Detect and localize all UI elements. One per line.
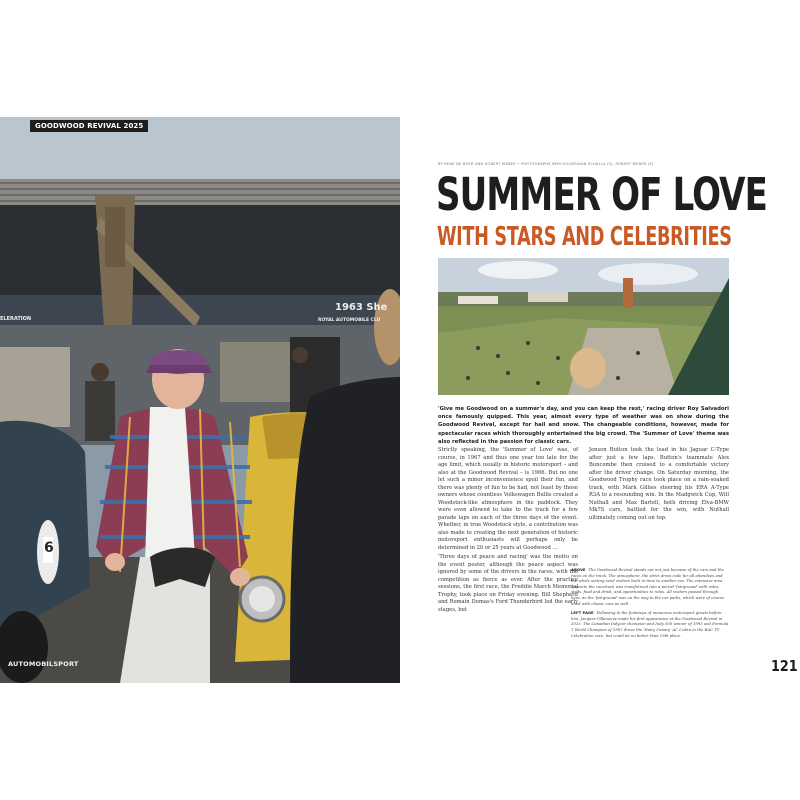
caption-text: The Goodwood Revival stands out not just because of the cars and the races on the track. The atmosphere, the strict dress code for all attendees and the whole setting send visitors back in time to another era. The extensive area opposite the racetrack was transformed into a period 'fairground' with rides, stalls, food and drink, and opportunities to relax. All visitors passed through here, as the 'fairground' was on the way to the car parks, which were of course lined with classic cars as well. bbox=[571, 567, 725, 606]
photo-captions bbox=[571, 567, 729, 642]
byline: BY RENÉ DE BOER AND ROBERT WEBER • PHOTOGRAPHS IMMI GOUDRIAAN SCHALLA (S), ROBERT WEBER (E) bbox=[438, 162, 654, 166]
body-paragraph: 'Three days of peace and racing' was the motto on the event poster, although the peace aspect was ignored by some of the drivers in the races, with the competition as fierce as ever. After the practice sessions, the first race, the Freddie March Memorial Trophy, took place on Friday evening. Bill Shepherd and Romain Dumas's Ford Thunderbird led the early stages, but bbox=[438, 554, 578, 613]
caption-text: Following in the footsteps of numerous motorsport greats before him, Jacques Villeneuve made his first appearance at the Goodwood Revival in 2025. The Canadian Indycar champion and Indy 500 winner of 1995 and Formula 1 World Champion of 1997 drove the 'Hairy Canary' AC Cobra in the RAC TT Celebration race, but could do no better than 19th place. bbox=[571, 610, 729, 638]
magazine-logo: AUTOMOBILSPORT bbox=[8, 660, 79, 668]
article-headline: SUMMER OF LOVE bbox=[436, 168, 768, 221]
caption-label: ABOVE bbox=[571, 567, 586, 572]
body-paragraph: Jenson Button took the lead in his Jaguar C-Type after just a few laps. Button's teammate Alex Buncombe then cruised to a comfortable victory after the driver change. On Saturday morning, the Goodwood Trophy race took place on a rain-soaked track, with Mark Gillies steering his ERA A-Type R3A to a resounding win. In the Madgwick Cup, Will Nuthall and Max Bartell, both driving Elva-BMW Mk7S cars, battled for the win, with Nuthall ultimately coming out on top. bbox=[589, 447, 729, 521]
caption-above bbox=[571, 567, 729, 606]
body-column-2 bbox=[589, 447, 729, 524]
section-tag: GOODWOOD REVIVAL 2025 bbox=[30, 120, 148, 132]
right-page bbox=[400, 117, 800, 683]
pit-sign-year: 1963 She bbox=[335, 302, 388, 313]
caption-left-page bbox=[571, 610, 729, 638]
pit-sign-club: ROYAL AUTOMOBILE CLU bbox=[318, 318, 381, 323]
body-column-1 bbox=[438, 447, 578, 616]
pit-sign-left: ELERATION bbox=[0, 316, 32, 322]
article-subhead: WITH STARS AND CELEBRITIES bbox=[437, 222, 732, 252]
caption-label: LEFT PAGE bbox=[571, 610, 594, 616]
left-page-photo bbox=[0, 117, 400, 683]
fairground-photo-illustration bbox=[438, 258, 729, 395]
body-paragraph: Strictly speaking, the 'Summer of Love' was, of course, in 1967 and thus one year too late for the age limit, which usually in historic motorsport – and also at the Goodwood Revival – is 1966. But no one let such a minor inconvenience spoil their fun, and there was plenty of fun to be had, not least by those owners whose countless Volkswagen Bullis created a Woodstock-like atmosphere in the paddock. They were even allowed to take to the track for a few parade laps on each of the three days of the event. Whether, in true Woodstock style, a contribution was also made to creating the next generation of historic motorsport enthusiasts will perhaps only be determined in 20 or 25 years at Goodwood ... bbox=[438, 447, 578, 551]
car-race-number: 6 bbox=[44, 540, 54, 556]
paddock-photo-illustration bbox=[0, 117, 400, 683]
page-number: 121 bbox=[771, 657, 798, 675]
fairground-photo bbox=[438, 258, 729, 395]
article-lead: 'Give me Goodwood on a summer's day, and you can keep the rest,' racing driver Roy Salvadori once famously quipped. This year, almost every type of weather was on show during the Goodwood Revival, except for hail and snow. The changeable conditions, however, made for spectacular races which thoroughly entertained the big crowd. The 'Summer of Love' theme was also reflected in the passion for classic cars. bbox=[438, 406, 729, 445]
